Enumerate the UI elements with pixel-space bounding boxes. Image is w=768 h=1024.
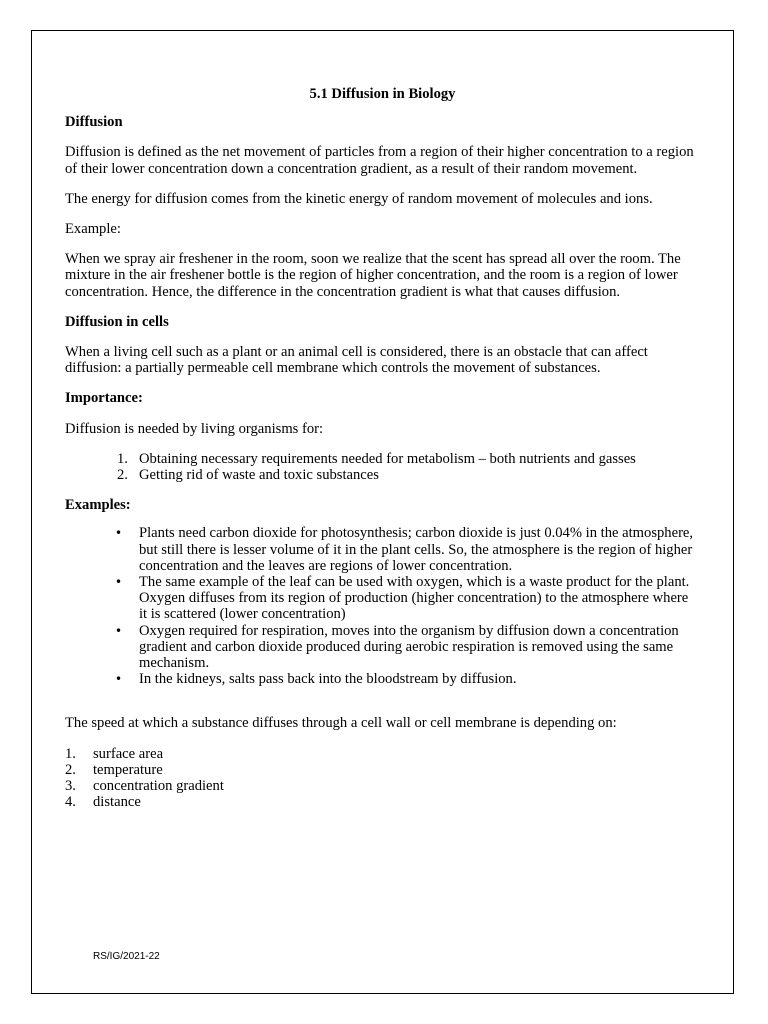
importance-list [65, 451, 700, 483]
diffusion-definition: Diffusion is defined as the net movement of particles from a region of their higher concentration to a region of their lower concentration down a concentration gradient, as a result of their random movement. [65, 144, 694, 177]
speed-factors-list [65, 746, 700, 811]
speed-intro: The speed at which a substance diffuses through a cell wall or cell membrane is depending on: [65, 715, 617, 732]
example-label: Example: [65, 221, 121, 238]
list-item-text: temperature [93, 761, 163, 778]
list-item [65, 794, 700, 810]
list-item-text: Getting rid of waste and toxic substances [139, 467, 379, 484]
list-item-text: Plants need carbon dioxide for photosynthesis; carbon dioxide is just 0.04% in the atmosphere, but still there is lesser volume of it in the plant cells. So, the atmosphere is the region of higher concentration and the leaves are regions of lower concentration. [139, 525, 694, 574]
list-item [65, 525, 700, 574]
diffusion-energy: The energy for diffusion comes from the kinetic energy of random movement of molecules and ions. [65, 190, 653, 207]
list-item [65, 671, 700, 687]
list-item-text: concentration gradient [93, 778, 224, 795]
example-text: When we spray air freshener in the room, soon we realize that the scent has spread all over the room. The mixture in the air freshener bottle is the region of higher concentration, and the room is a region of lower concentration. Hence, the difference in the concentration gradient is what that causes diffusion. [65, 251, 681, 300]
list-item-text: Oxygen required for respiration, moves into the organism by diffusion down a concentration gradient and carbon dioxide produced during aerobic respiration is removed using the same mechanism. [139, 622, 679, 672]
examples-heading: Examples: [65, 497, 131, 514]
document-body [65, 86, 700, 811]
list-number: 4. [65, 794, 76, 811]
list-item [65, 762, 700, 778]
list-item-text: surface area [93, 745, 164, 762]
list-number: 1. [117, 450, 128, 467]
list-item-text: The same example of the leaf can be used with oxygen, which is a waste product for the plant. Oxygen diffuses from its region of production (higher concentration) to the atmosphere where it is scattered (lower concentration) [139, 574, 690, 623]
list-item-text: In the kidneys, salts pass back into the bloodstream by diffusion. [139, 671, 517, 688]
list-item [65, 574, 700, 623]
bullet-icon: • [115, 575, 123, 590]
list-item [65, 451, 700, 467]
list-number: 1. [65, 745, 76, 762]
list-item [65, 746, 700, 762]
document-title: 5.1 Diffusion in Biology [309, 86, 456, 102]
diffusion-heading: Diffusion [65, 114, 123, 131]
list-number: 2. [65, 761, 76, 778]
examples-list [65, 525, 700, 687]
importance-intro: Diffusion is needed by living organisms for: [65, 420, 324, 437]
list-number: 3. [65, 778, 76, 795]
list-number: 2. [117, 467, 128, 484]
diffusion-in-cells-text: When a living cell such as a plant or an animal cell is considered, there is an obstacle that can affect diffusion: a partially permeable cell membrane which controls the movement of substances. [65, 344, 648, 377]
list-item-text: distance [93, 794, 141, 811]
list-item [65, 467, 700, 483]
bullet-icon: • [115, 623, 123, 638]
bullet-icon: • [115, 526, 123, 541]
document-footer: RS/IG/2021-22 [93, 951, 160, 962]
diffusion-in-cells-heading: Diffusion in cells [65, 313, 169, 330]
bullet-icon: • [115, 672, 123, 687]
importance-heading: Importance: [65, 390, 143, 407]
list-item [65, 778, 700, 794]
list-item-text: Obtaining necessary requirements needed for metabolism – both nutrients and gasses [139, 450, 636, 467]
list-item [65, 623, 700, 672]
